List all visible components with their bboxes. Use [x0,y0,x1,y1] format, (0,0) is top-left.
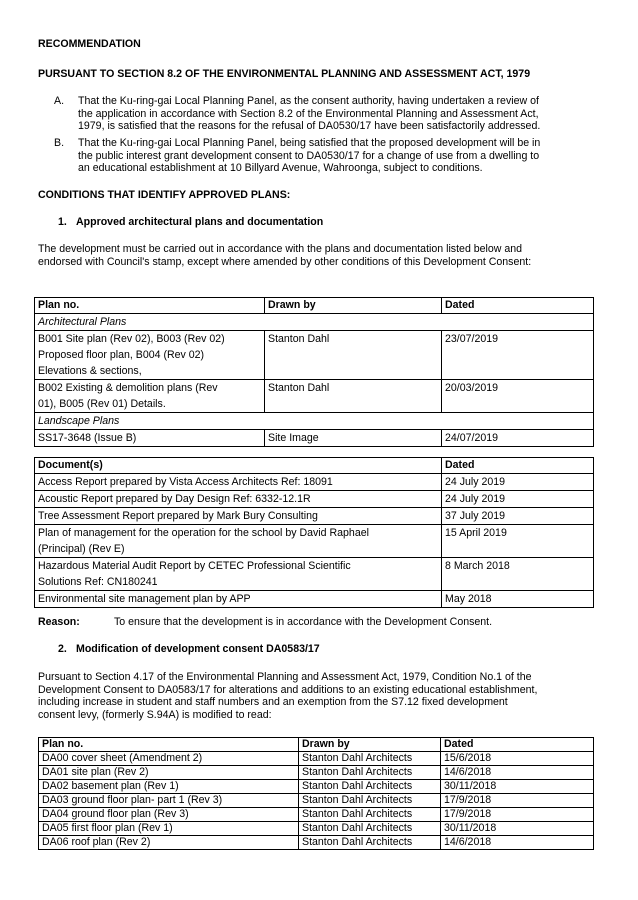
section-2-intro [38,671,537,721]
document-cell: Hazardous Material Audit Report by CETEC Professional Scientific Solutions Ref: CN180241 [35,558,442,591]
table-row [35,558,594,591]
modified-plans-table [38,737,594,850]
table-row [35,380,594,413]
intro-line: Pursuant to Section 4.17 of the Environmental Planning and Assessment Act, 1979, Condition No.1 of the [38,671,532,683]
document-cell: Environmental site management plan by APP [35,591,442,608]
column-header: Drawn by [299,738,441,752]
plan-cell: DA02 basement plan (Rev 1) [39,780,299,794]
dated-cell: 23/07/2019 [442,331,594,380]
plan-cell: DA01 site plan (Rev 2) [39,766,299,780]
page-heading: RECOMMENDATION [38,38,141,50]
section-1-number: 1. [58,216,67,228]
plan-cell: DA00 cover sheet (Amendment 2) [39,752,299,766]
table-row [35,508,594,525]
table-row [35,491,594,508]
drawn-by-cell: Stanton Dahl Architects [299,752,441,766]
column-header: Drawn by [265,298,442,314]
conditions-heading: CONDITIONS THAT IDENTIFY APPROVED PLANS: [38,189,291,201]
drawn-by-cell: Stanton Dahl Architects [299,808,441,822]
dated-cell: 17/9/2018 [441,794,594,808]
plan-cell: DA05 first floor plan (Rev 1) [39,822,299,836]
architectural-plans-label: Architectural Plans [35,314,594,331]
table-row [39,808,594,822]
landscape-plans-label: Landscape Plans [35,413,594,430]
section-1-intro [38,243,531,269]
dated-cell: 15 April 2019 [442,525,594,558]
pursuant-heading: PURSUANT TO SECTION 8.2 OF THE ENVIRONMENTAL PLANNING AND ASSESSMENT ACT, 1979 [38,68,531,80]
plan-cell: SS17-3648 (Issue B) [35,430,265,447]
section-1-title: Approved architectural plans and documentation [76,216,324,228]
dated-cell: 30/11/2018 [441,822,594,836]
table-row [35,430,594,447]
drawn-by-cell: Stanton Dahl [265,380,442,413]
drawn-by-cell: Site Image [265,430,442,447]
dated-cell: 30/11/2018 [441,780,594,794]
section-2-number: 2. [58,643,67,655]
intro-line: The development must be carried out in accordance with the plans and documentation listed below and [38,243,523,255]
drawn-by-cell: Stanton Dahl Architects [299,836,441,850]
table-row [35,474,594,491]
recommendation-a [54,95,594,133]
table-row [39,766,594,780]
reason-label: Reason: [38,616,80,628]
recommendation-line: the application in accordance with Section 8.2 of the Environmental Planning and Assessment Act, [78,107,539,120]
column-header: Dated [441,738,594,752]
column-header: Plan no. [35,298,265,314]
document-cell: Acoustic Report prepared by Day Design Ref: 6332-12.1R [35,491,442,508]
recommendation-line: That the Ku-ring-gai Local Planning Panel, as the consent authority, having undertaken a review of [78,95,539,107]
recommendation-label: B. [54,137,65,149]
document-cell: Plan of management for the operation for the school by David Raphael (Principal) (Rev E) [35,525,442,558]
column-header: Plan no. [39,738,299,752]
dated-cell: 14/6/2018 [441,766,594,780]
dated-cell: 8 March 2018 [442,558,594,591]
table-row [39,794,594,808]
drawn-by-cell: Stanton Dahl [265,331,442,380]
document-cell: Access Report prepared by Vista Access Architects Ref: 18091 [35,474,442,491]
plan-cell: DA03 ground floor plan- part 1 (Rev 3) [39,794,299,808]
plan-cell: DA04 ground floor plan (Rev 3) [39,808,299,822]
dated-cell: 15/6/2018 [441,752,594,766]
plans-table [34,297,594,447]
dated-cell: 20/03/2019 [442,380,594,413]
table-row [39,822,594,836]
intro-line: including increase in student and staff numbers and an exemption from the S7.12 fixed development [38,696,508,708]
reason-text: To ensure that the development is in accordance with the Development Consent. [114,616,493,628]
column-header: Document(s) [35,458,442,474]
dated-cell: 24/07/2019 [442,430,594,447]
dated-cell: 24 July 2019 [442,491,594,508]
dated-cell: May 2018 [442,591,594,608]
drawn-by-cell: Stanton Dahl Architects [299,822,441,836]
drawn-by-cell: Stanton Dahl Architects [299,780,441,794]
plan-cell: B001 Site plan (Rev 02), B003 (Rev 02) Proposed floor plan, B004 (Rev 02) Elevations & sections, [35,331,265,380]
table-row [35,525,594,558]
table-row [35,591,594,608]
intro-line: endorsed with Council's stamp, except where amended by other conditions of this Development Consent: [38,256,532,268]
recommendation-line: 1979, is satisfied that the reasons for the refusal of DA0530/17 have been satisfactorily addressed. [78,120,541,132]
table-row [35,331,594,380]
intro-line: Development Consent to DA0583/17 for alterations and additions to an existing educational establishment, [38,683,538,696]
dated-cell: 37 July 2019 [442,508,594,525]
document-cell: Tree Assessment Report prepared by Mark Bury Consulting [35,508,442,525]
recommendation-label: A. [54,95,65,107]
drawn-by-cell: Stanton Dahl Architects [299,766,441,780]
drawn-by-cell: Stanton Dahl Architects [299,794,441,808]
documents-table [34,457,594,608]
recommendation-line: That the Ku-ring-gai Local Planning Panel, being satisfied that the proposed development will be in [78,137,541,149]
plan-cell: DA06 roof plan (Rev 2) [39,836,299,850]
dated-cell: 24 July 2019 [442,474,594,491]
column-header: Dated [442,298,594,314]
table-row [39,836,594,850]
table-row [39,752,594,766]
table-row [39,780,594,794]
recommendation-line: an educational establishment at 10 Billyard Avenue, Wahroonga, subject to conditions. [78,162,483,174]
column-header: Dated [442,458,594,474]
recommendation-line: the public interest grant development consent to DA0530/17 for a change of use from a dwelling to [78,149,540,162]
dated-cell: 14/6/2018 [441,836,594,850]
intro-line: consent levy, (formerly S.94A) is modified to read: [38,708,272,721]
recommendation-b [54,137,594,175]
plan-cell: B002 Existing & demolition plans (Rev 01), B005 (Rev 01) Details. [35,380,265,413]
dated-cell: 17/9/2018 [441,808,594,822]
section-2-title: Modification of development consent DA0583/17 [76,643,320,655]
